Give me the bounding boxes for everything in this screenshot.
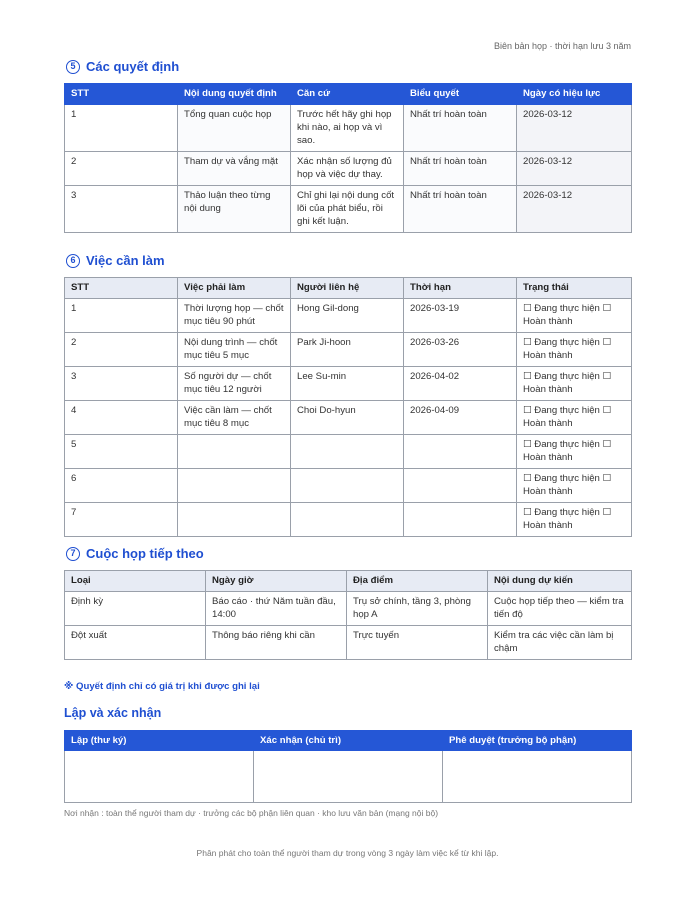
table-cell: Số người dự — chốt mục tiêu 12 người (178, 367, 291, 401)
table-cell: Kiểm tra các việc cần làm bị chậm (488, 626, 632, 660)
confirmation-table (64, 730, 632, 803)
table-cell: 1 (65, 105, 178, 152)
table-row (65, 186, 632, 233)
table-cell: 2 (65, 152, 178, 186)
table-row (65, 503, 632, 537)
tasks-heading (66, 253, 165, 268)
table-row (65, 401, 632, 435)
table-row (65, 105, 632, 152)
table-header-row (65, 278, 632, 299)
table-cell (404, 435, 517, 469)
table-cell: Xác nhận số lượng đủ họp và việc dự thay. (291, 152, 404, 186)
section-number-badge: 7 (66, 547, 80, 561)
table-cell: ☐ Đang thực hiện ☐ Hoàn thành (517, 401, 632, 435)
column-header: Loại (65, 571, 206, 592)
table-cell: 2026-03-12 (517, 152, 632, 186)
column-header: Nội dung quyết định (178, 84, 291, 105)
column-header: Lập (thư ký) (65, 731, 254, 751)
tasks-table (64, 277, 632, 537)
column-header: Xác nhận (chủ trì) (254, 731, 443, 751)
table-cell: Đột xuất (65, 626, 206, 660)
table-header-row (65, 84, 632, 105)
column-header: Phê duyệt (trưởng bộ phận) (443, 731, 632, 751)
table-cell: Nội dung trình — chốt mục tiêu 5 mục (178, 333, 291, 367)
table-row (65, 435, 632, 469)
column-header: STT (65, 278, 178, 299)
signature-box-secretary[interactable] (65, 751, 254, 803)
table-cell: ☐ Đang thực hiện ☐ Hoàn thành (517, 435, 632, 469)
table-cell: Trực tuyến (347, 626, 488, 660)
table-cell (178, 469, 291, 503)
column-header: Người liên hệ (291, 278, 404, 299)
distribution-footer: Phân phát cho toàn thể người tham dự trong vòng 3 ngày làm việc kể từ khi lập. (196, 848, 499, 858)
column-header: Nội dung dự kiến (488, 571, 632, 592)
validity-note: ※ Quyết định chỉ có giá trị khi được ghi lại (64, 681, 260, 692)
table-cell: Hong Gil-dong (291, 299, 404, 333)
section-number-badge: 6 (66, 254, 80, 268)
section-number-badge: 5 (66, 60, 80, 74)
table-cell: Park Ji-hoon (291, 333, 404, 367)
table-cell: 2026-03-12 (517, 186, 632, 233)
column-header: Ngày có hiệu lực (517, 84, 632, 105)
signature-row (65, 751, 632, 803)
table-cell (291, 435, 404, 469)
table-cell: Việc cần làm — chốt mục tiêu 8 mục (178, 401, 291, 435)
column-header: Trạng thái (517, 278, 632, 299)
table-cell: Tổng quan cuộc họp (178, 105, 291, 152)
table-cell: Định kỳ (65, 592, 206, 626)
table-cell: Thảo luận theo từng nội dung (178, 186, 291, 233)
next-meeting-table (64, 570, 632, 660)
table-cell: Chỉ ghi lại nội dung cốt lõi của phát biểu, rồi ghi kết luận. (291, 186, 404, 233)
table-cell (178, 435, 291, 469)
table-cell: ☐ Đang thực hiện ☐ Hoàn thành (517, 469, 632, 503)
table-cell: Thông báo riêng khi cần (206, 626, 347, 660)
signature-box-head[interactable] (443, 751, 632, 803)
table-cell: Cuộc họp tiếp theo — kiểm tra tiến độ (488, 592, 632, 626)
column-header: Biểu quyết (404, 84, 517, 105)
table-row (65, 152, 632, 186)
table-cell: 2026-03-26 (404, 333, 517, 367)
table-cell: Lee Su-min (291, 367, 404, 401)
table-row (65, 592, 632, 626)
table-cell: 1 (65, 299, 178, 333)
table-row (65, 367, 632, 401)
column-header: Thời hạn (404, 278, 517, 299)
next-meeting-heading (66, 546, 204, 561)
table-header-row (65, 731, 632, 751)
document-label: Biên bản họp · thời hạn lưu 3 năm (493, 41, 631, 51)
table-cell: 2026-04-09 (404, 401, 517, 435)
table-cell: ☐ Đang thực hiện ☐ Hoàn thành (517, 333, 632, 367)
table-cell: Choi Do-hyun (291, 401, 404, 435)
table-cell: Tham dự và vắng mặt (178, 152, 291, 186)
table-row (65, 333, 632, 367)
table-cell: ☐ Đang thực hiện ☐ Hoàn thành (517, 503, 632, 537)
table-cell: Trước hết hãy ghi họp khi nào, ai họp và vì sao. (291, 105, 404, 152)
signature-box-chair[interactable] (254, 751, 443, 803)
decisions-heading (66, 59, 179, 74)
table-cell: 3 (65, 186, 178, 233)
table-cell (404, 503, 517, 537)
table-cell: Nhất trí hoàn toàn (404, 186, 517, 233)
table-cell: 7 (65, 503, 178, 537)
table-cell: Trụ sở chính, tầng 3, phòng họp A (347, 592, 488, 626)
table-cell: 2026-03-12 (517, 105, 632, 152)
decisions-table (64, 83, 632, 233)
table-cell: 5 (65, 435, 178, 469)
table-row (65, 469, 632, 503)
table-cell: 3 (65, 367, 178, 401)
table-cell: 2 (65, 333, 178, 367)
decisions-title: Các quyết định (86, 59, 180, 74)
table-cell (178, 503, 291, 537)
column-header: STT (65, 84, 178, 105)
table-cell: Nhất trí hoàn toàn (404, 105, 517, 152)
column-header: Địa điểm (347, 571, 488, 592)
table-cell: Nhất trí hoàn toàn (404, 152, 517, 186)
confirmation-title: Lập và xác nhận (64, 706, 162, 720)
column-header: Ngày giờ (206, 571, 347, 592)
table-cell: ☐ Đang thực hiện ☐ Hoàn thành (517, 299, 632, 333)
table-header-row (65, 571, 632, 592)
table-cell: 4 (65, 401, 178, 435)
column-header: Căn cứ (291, 84, 404, 105)
table-cell (291, 503, 404, 537)
table-cell (291, 469, 404, 503)
table-cell: 6 (65, 469, 178, 503)
next-meeting-title: Cuộc họp tiếp theo (86, 546, 204, 561)
table-row (65, 626, 632, 660)
table-cell: 2026-03-19 (404, 299, 517, 333)
table-cell: 2026-04-02 (404, 367, 517, 401)
table-cell: ☐ Đang thực hiện ☐ Hoàn thành (517, 367, 632, 401)
tasks-title: Việc cần làm (86, 253, 165, 268)
table-row (65, 299, 632, 333)
table-cell: Thời lượng họp — chốt mục tiêu 90 phút (178, 299, 291, 333)
table-cell: Báo cáo · thứ Năm tuần đầu, 14:00 (206, 592, 347, 626)
table-cell (404, 469, 517, 503)
column-header: Việc phải làm (178, 278, 291, 299)
recipients-line: Nơi nhận : toàn thể người tham dự · trưởng các bộ phận liên quan · kho lưu văn bản (mạng nội bộ) (64, 808, 439, 818)
